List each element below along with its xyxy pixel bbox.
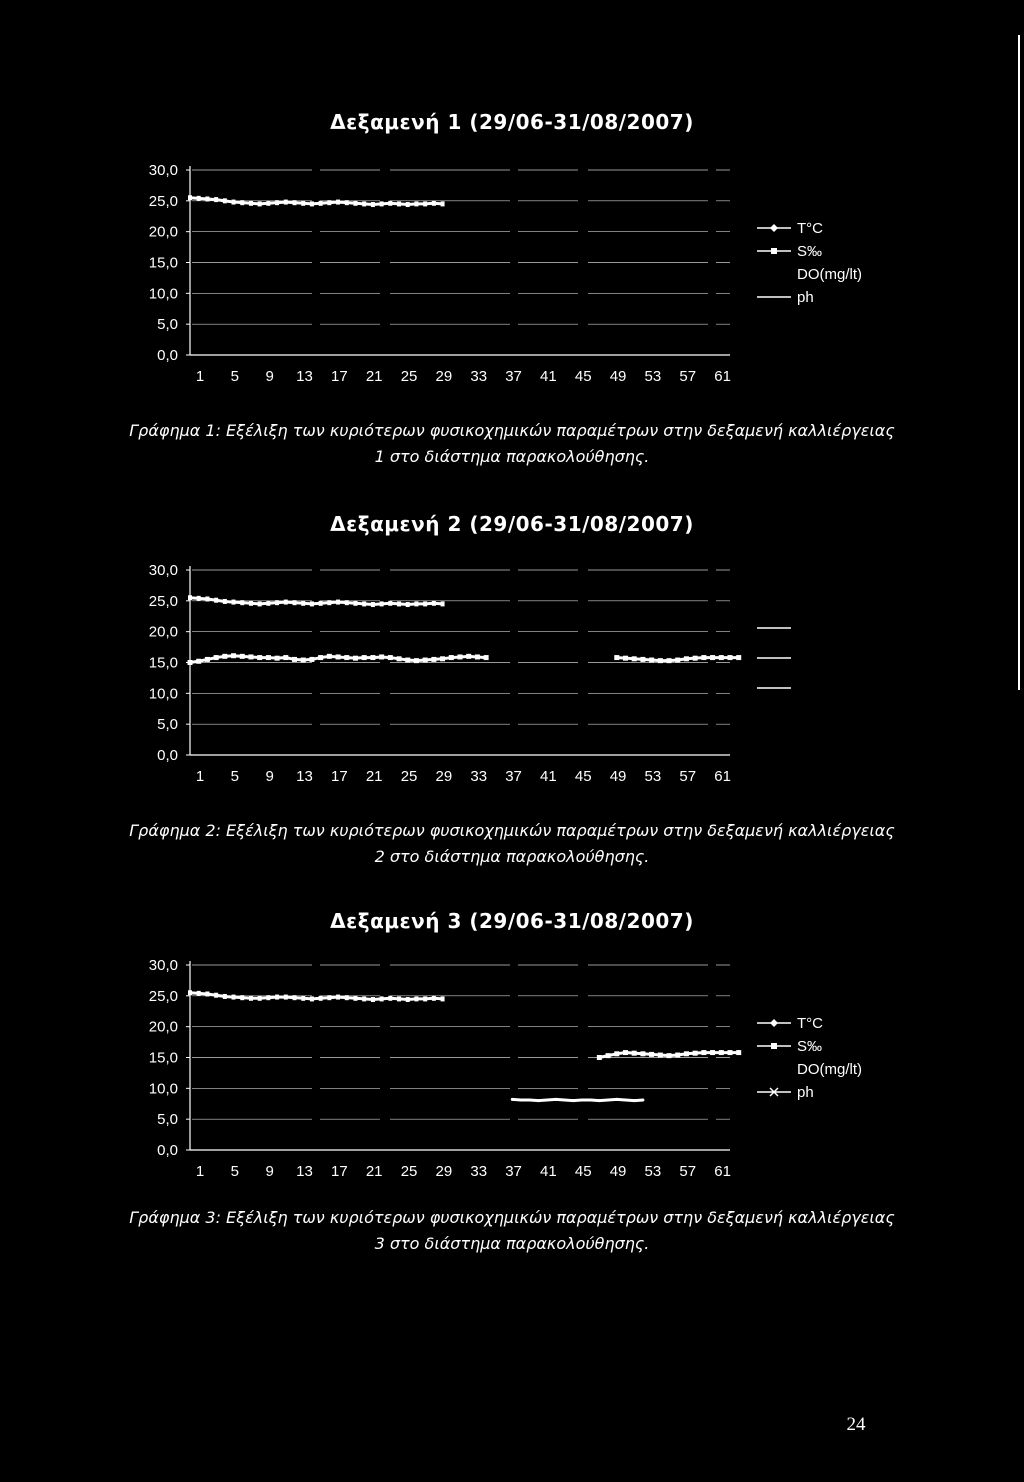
x-tick-label: 49 (609, 368, 627, 385)
x-tick-label: 9 (265, 1163, 274, 1180)
x-tick-label: 41 (540, 1163, 557, 1180)
x-tick-label: 29 (435, 768, 453, 785)
data-point (640, 657, 645, 662)
x-tick-label: 37 (505, 368, 522, 385)
data-point (675, 658, 680, 663)
x-tick-label: 21 (365, 368, 383, 385)
data-point (197, 196, 201, 201)
data-point (675, 1053, 680, 1058)
chart-3 (0, 945, 1024, 1195)
data-point (353, 201, 357, 206)
data-point (423, 601, 427, 606)
data-point (362, 201, 366, 206)
data-point (353, 656, 358, 661)
x-tick-label: 45 (574, 368, 592, 385)
data-point (319, 601, 323, 606)
data-point (432, 601, 436, 606)
data-point (580, 1099, 583, 1102)
data-point (572, 1099, 575, 1102)
legend-marker-diamond (770, 1019, 778, 1027)
chart-1 (0, 150, 1024, 400)
chart-legend (757, 1015, 862, 1101)
data-point (736, 655, 741, 660)
caption-line-2: 3 στο διάστημα παρακολούθησης. (374, 1234, 650, 1253)
data-point (205, 596, 209, 601)
data-point (345, 600, 349, 605)
x-tick-label: 13 (296, 768, 313, 785)
data-point (336, 200, 340, 205)
data-point (336, 600, 340, 605)
data-point (310, 601, 314, 606)
data-point (719, 655, 724, 660)
data-point (249, 201, 253, 206)
page-edge-rule (1018, 35, 1020, 690)
data-point (380, 201, 384, 206)
data-point (205, 991, 209, 996)
x-tick-label: 41 (540, 368, 557, 385)
data-point (275, 995, 279, 1000)
x-tick-label: 1 (195, 368, 205, 385)
data-point (301, 996, 305, 1001)
data-point (684, 1051, 689, 1056)
data-point (397, 656, 402, 661)
x-tick-label: 53 (644, 368, 662, 385)
data-point (266, 995, 270, 1000)
data-point (371, 997, 375, 1002)
data-point (327, 654, 332, 659)
x-tick-label: 41 (540, 768, 557, 785)
y-tick-label: 5,0 (157, 1111, 178, 1129)
data-point (615, 1098, 618, 1101)
data-point (345, 200, 349, 205)
data-point (205, 196, 209, 201)
data-point (284, 200, 288, 205)
x-tick-label: 25 (400, 368, 418, 385)
data-point (380, 601, 384, 606)
x-tick-label: 61 (714, 1163, 731, 1180)
data-point (223, 994, 227, 999)
data-point (710, 655, 715, 660)
data-point (284, 600, 288, 605)
data-point (710, 1050, 715, 1055)
data-point (388, 655, 393, 660)
data-point (353, 601, 357, 606)
data-point (188, 990, 192, 995)
y-tick-label: 5,0 (157, 316, 178, 334)
x-tick-label: 1 (195, 768, 205, 785)
x-tick-label: 17 (331, 368, 348, 385)
y-tick-label: 15,0 (148, 254, 178, 272)
data-point (249, 996, 253, 1001)
chart-1-title: Δεξαμενή 1 (29/06-31/08/2007) (330, 110, 694, 134)
data-point (719, 1050, 724, 1055)
x-tick-label: 9 (265, 368, 274, 385)
data-point (623, 656, 628, 661)
x-tick-label: 33 (470, 768, 488, 785)
caption-line-1: Γράφημα 1: Εξέλιξη των κυριότερων φυσικοχημικών παραμέτρων στην δεξαμενή καλλιέργειας (129, 421, 895, 440)
x-tick-label: 5 (230, 1163, 240, 1180)
data-point (258, 996, 262, 1001)
x-tick-label: 5 (230, 368, 240, 385)
data-point (440, 656, 445, 661)
data-point (667, 1053, 672, 1058)
legend-marker-diamond (770, 224, 778, 232)
data-point (232, 995, 236, 1000)
data-point (537, 1099, 540, 1102)
legend-label: DO(mg/lt) (797, 1061, 862, 1078)
data-point (197, 991, 201, 996)
data-point (614, 1051, 619, 1056)
x-tick-label: 57 (679, 1163, 697, 1180)
caption-line-2: 2 στο διάστημα παρακολούθησης. (374, 847, 650, 866)
x-tick-label: 53 (644, 768, 662, 785)
data-point (301, 658, 306, 663)
data-point (301, 201, 305, 206)
x-tick-label: 37 (505, 768, 522, 785)
x-tick-label: 57 (679, 768, 697, 785)
data-point (431, 657, 436, 662)
data-point (301, 601, 305, 606)
data-point (371, 602, 375, 607)
data-point (188, 660, 193, 665)
data-point (597, 1055, 602, 1060)
data-point (336, 654, 341, 659)
data-point (214, 993, 218, 998)
page-number: 24 (846, 1414, 866, 1435)
data-point (441, 201, 445, 206)
data-point (432, 201, 436, 206)
data-point (327, 600, 331, 605)
x-tick-label: 49 (609, 768, 627, 785)
data-point (606, 1053, 611, 1058)
y-tick-label: 10,0 (148, 1080, 178, 1098)
data-point (380, 996, 384, 1001)
data-point (728, 655, 733, 660)
data-point (344, 655, 349, 660)
data-point (214, 655, 219, 660)
data-point (423, 201, 427, 206)
data-point (336, 995, 340, 1000)
data-point (475, 654, 480, 659)
x-tick-label: 61 (714, 768, 731, 785)
data-point (205, 657, 210, 662)
x-tick-label: 1 (195, 1163, 205, 1180)
legend-label: S‰ (797, 243, 823, 260)
y-tick-label: 0,0 (157, 747, 178, 764)
x-tick-label: 17 (331, 1163, 348, 1180)
data-point (258, 601, 262, 606)
x-tick-label: 29 (435, 1163, 453, 1180)
data-point (214, 598, 218, 603)
data-point (310, 201, 314, 206)
legend-label: S‰ (797, 1038, 823, 1055)
data-point (423, 658, 428, 663)
legend-label: DO(mg/lt) (797, 266, 862, 283)
x-tick-label: 61 (714, 368, 731, 385)
data-point (318, 655, 323, 660)
data-point (275, 656, 280, 661)
data-point (223, 198, 227, 203)
data-point (441, 996, 445, 1001)
data-point (223, 599, 227, 604)
data-point (563, 1099, 566, 1102)
data-point (232, 200, 236, 205)
data-point (423, 996, 427, 1001)
data-point (414, 201, 418, 206)
x-tick-label: 37 (505, 1163, 522, 1180)
data-point (736, 1050, 741, 1055)
data-point (388, 201, 392, 206)
x-tick-label: 21 (365, 768, 383, 785)
data-point (197, 596, 201, 601)
data-point (667, 658, 672, 663)
data-point (449, 655, 454, 660)
y-tick-label: 20,0 (148, 223, 178, 241)
data-point (684, 656, 689, 661)
data-point (248, 654, 253, 659)
chart-1-caption (0, 418, 1024, 470)
legend-marker-square (771, 248, 777, 254)
data-point (406, 997, 410, 1002)
data-point (397, 201, 401, 206)
data-point (649, 658, 654, 663)
data-point (701, 1050, 706, 1055)
data-point (728, 1050, 733, 1055)
data-point (432, 996, 436, 1001)
data-point (188, 595, 192, 600)
data-point (257, 655, 262, 660)
data-point (406, 602, 410, 607)
data-point (484, 655, 489, 660)
legend-marker-square (771, 1043, 777, 1049)
data-point (379, 654, 384, 659)
y-tick-label: 25,0 (148, 592, 178, 610)
data-point (319, 201, 323, 206)
data-point (511, 1098, 514, 1101)
data-point (188, 195, 192, 200)
data-point (701, 655, 706, 660)
y-tick-label: 10,0 (148, 285, 178, 303)
x-tick-label: 21 (365, 1163, 383, 1180)
x-tick-label: 5 (230, 768, 240, 785)
x-tick-label: 25 (400, 1163, 418, 1180)
data-point (658, 658, 663, 663)
data-point (414, 658, 419, 663)
x-tick-label: 13 (296, 368, 313, 385)
data-point (546, 1099, 549, 1102)
data-point (362, 601, 366, 606)
data-point (327, 200, 331, 205)
data-point (266, 655, 271, 660)
x-tick-label: 57 (679, 368, 697, 385)
data-point (388, 996, 392, 1001)
data-point (240, 600, 244, 605)
data-point (249, 601, 253, 606)
data-point (362, 996, 366, 1001)
x-tick-label: 25 (400, 768, 418, 785)
data-point (397, 996, 401, 1001)
legend-label: T°C (797, 1015, 823, 1032)
x-tick-label: 33 (470, 1163, 488, 1180)
data-point (554, 1098, 557, 1101)
data-point (293, 995, 297, 1000)
y-tick-label: 5,0 (157, 716, 178, 734)
chart-2-title: Δεξαμενή 2 (29/06-31/08/2007) (330, 512, 694, 536)
y-tick-label: 10,0 (148, 685, 178, 703)
data-point (371, 202, 375, 207)
chart-2 (0, 550, 1024, 800)
data-point (293, 600, 297, 605)
y-tick-label: 20,0 (148, 1018, 178, 1036)
series-s (597, 1050, 741, 1060)
data-point (519, 1099, 522, 1102)
x-tick-label: 29 (435, 368, 453, 385)
data-point (283, 655, 288, 660)
y-tick-label: 25,0 (148, 192, 178, 210)
data-point (589, 1099, 592, 1102)
caption-line-1: Γράφημα 2: Εξέλιξη των κυριότερων φυσικοχημικών παραμέτρων στην δεξαμενή καλλιέργειας (129, 821, 895, 840)
caption-line-1: Γράφημα 3: Εξέλιξη των κυριότερων φυσικοχημικών παραμέτρων στην δεξαμενή καλλιέργειας (129, 1208, 895, 1227)
data-point (632, 656, 637, 661)
data-point (231, 653, 236, 658)
y-tick-label: 20,0 (148, 623, 178, 641)
chart-legend (757, 628, 791, 688)
x-tick-label: 9 (265, 768, 274, 785)
data-point (624, 1099, 627, 1102)
x-tick-label: 49 (609, 1163, 627, 1180)
data-point (649, 1052, 654, 1057)
data-point (293, 200, 297, 205)
series-line (512, 1099, 643, 1100)
data-point (240, 995, 244, 1000)
caption-line-2: 1 στο διάστημα παρακολούθησης. (374, 447, 650, 466)
data-point (640, 1051, 645, 1056)
data-point (266, 201, 270, 206)
data-point (528, 1099, 531, 1102)
y-tick-label: 15,0 (148, 654, 178, 672)
data-point (466, 654, 471, 659)
data-point (388, 601, 392, 606)
y-tick-label: 25,0 (148, 987, 178, 1005)
data-point (292, 657, 297, 662)
y-tick-label: 30,0 (148, 562, 178, 579)
data-point (623, 1050, 628, 1055)
x-tick-label: 45 (574, 768, 592, 785)
y-tick-label: 15,0 (148, 1049, 178, 1067)
data-point (658, 1053, 663, 1058)
data-point (397, 601, 401, 606)
data-point (240, 654, 245, 659)
data-point (614, 655, 619, 660)
chart-3-caption (0, 1205, 1024, 1257)
series-ph (511, 1098, 645, 1102)
data-point (693, 656, 698, 661)
chart-legend (757, 220, 862, 306)
y-tick-label: 0,0 (157, 347, 178, 364)
data-point (607, 1099, 610, 1102)
data-point (319, 996, 323, 1001)
y-tick-label: 30,0 (148, 162, 178, 179)
data-point (406, 202, 410, 207)
x-tick-label: 45 (574, 1163, 592, 1180)
legend-label: T°C (797, 220, 823, 237)
data-point (275, 600, 279, 605)
x-tick-label: 33 (470, 368, 488, 385)
y-tick-label: 0,0 (157, 1142, 178, 1159)
chart-2-caption (0, 818, 1024, 870)
data-point (414, 996, 418, 1001)
data-point (266, 601, 270, 606)
data-point (693, 1051, 698, 1056)
data-point (370, 655, 375, 660)
chart-3-title: Δεξαμενή 3 (29/06-31/08/2007) (330, 909, 694, 933)
data-point (196, 659, 201, 664)
x-tick-label: 17 (331, 768, 348, 785)
data-point (441, 601, 445, 606)
data-point (275, 200, 279, 205)
y-tick-label: 30,0 (148, 957, 178, 974)
data-point (405, 658, 410, 663)
legend-label: ph (797, 1084, 814, 1101)
data-point (258, 201, 262, 206)
data-point (222, 654, 227, 659)
data-point (362, 655, 367, 660)
data-point (240, 200, 244, 205)
data-point (310, 996, 314, 1001)
data-point (633, 1099, 636, 1102)
data-point (327, 995, 331, 1000)
series-s (188, 653, 742, 665)
data-point (345, 995, 349, 1000)
data-point (284, 995, 288, 1000)
data-point (232, 600, 236, 605)
data-point (353, 996, 357, 1001)
x-tick-label: 13 (296, 1163, 313, 1180)
data-point (641, 1099, 644, 1102)
data-point (458, 654, 463, 659)
data-point (632, 1051, 637, 1056)
x-tick-label: 53 (644, 1163, 662, 1180)
data-point (414, 601, 418, 606)
data-point (309, 657, 314, 662)
data-point (598, 1099, 601, 1102)
legend-label: ph (797, 289, 814, 306)
data-point (214, 197, 218, 202)
